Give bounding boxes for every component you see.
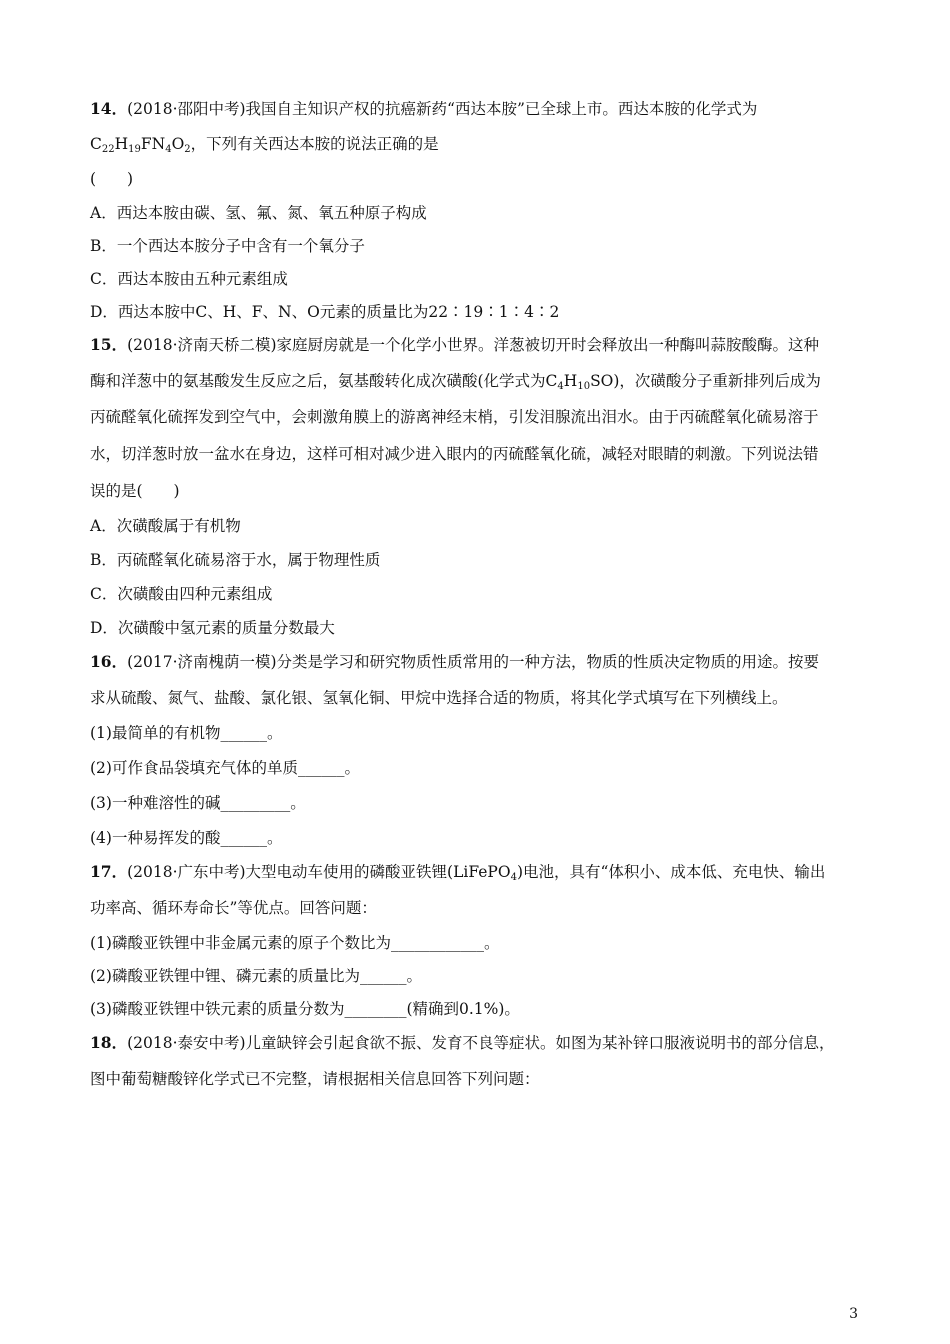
q17-item-1: (1)磷酸亚铁锂中非金属元素的原子个数比为____________。	[90, 934, 500, 952]
q15-line-4: 水，切洋葱时放一盆水在身边，这样可相对减少进入眼内的丙硫醛氧化硫，减轻对眼睛的刺激。下列说法错	[90, 445, 819, 463]
q18-source: (2018·泰安中考)	[127, 1034, 246, 1052]
q15-option-d: D．次磺酸中氢元素的质量分数最大	[90, 619, 335, 637]
q17-line-2: 功率高、循环寿命长”等优点。回答问题：	[90, 899, 377, 917]
q16-number: 16．	[90, 652, 128, 671]
q15-line-1	[90, 334, 819, 356]
q18-line-2: 图中葡萄糖酸锌化学式已不完整，请根据相关信息回答下列问题：	[90, 1070, 540, 1088]
q17-number: 17．	[90, 862, 128, 881]
q16-line-1	[90, 651, 819, 673]
q16-item-1: (1)最简单的有机物______。	[90, 724, 283, 742]
q18-number: 18．	[90, 1033, 128, 1052]
q16-text-1: 分类是学习和研究物质性质常用的一种方法，物质的性质决定物质的用途。按要	[276, 653, 820, 671]
q17-source: (2018·广东中考)	[127, 863, 246, 881]
q18-line-1	[90, 1032, 835, 1054]
q16-source: (2017·济南槐荫一模)	[127, 653, 277, 671]
q14-option-b: B．一个西达本胺分子中含有一个氧分子	[90, 237, 365, 255]
q15-option-c: C．次磺酸由四种元素组成	[90, 585, 273, 603]
q15-text-1: 家庭厨房就是一个化学小世界。洋葱被切开时会释放出一种酶叫蒜胺酸酶。这种	[276, 336, 820, 354]
page-number: 3	[849, 1306, 858, 1322]
q17-item-2: (2)磷酸亚铁锂中锂、磷元素的质量比为______。	[90, 967, 422, 985]
q16-item-4: (4)一种易挥发的酸______。	[90, 829, 283, 847]
q16-item-3: (3)一种难溶性的碱_________。	[90, 794, 306, 812]
q16-item-2: (2)可作食品袋填充气体的单质______。	[90, 759, 360, 777]
q17-item-3: (3)磷酸亚铁锂中铁元素的质量分数为________(精确到0.1%)。	[90, 1000, 520, 1018]
q15-option-a: A．次磺酸属于有机物	[90, 517, 241, 535]
q15-option-b: B．丙硫醛氧化硫易溶于水，属于物理性质	[90, 551, 381, 569]
q14-option-d: D．西达本胺中C、H、F、N、O元素的质量比为22∶19∶1∶4∶2	[90, 303, 560, 321]
q15-line-3: 丙硫醛氧化硫挥发到空气中，会刺激角膜上的游离神经末梢，引发泪腺流出泪水。由于丙硫醛氧化硫易溶于	[90, 408, 819, 426]
q15-source: (2018·济南天桥二模)	[127, 336, 277, 354]
q16-line-2: 求从硫酸、氮气、盐酸、氯化银、氢氧化铜、甲烷中选择合适的物质，将其化学式填写在下列横线上。	[90, 689, 788, 707]
q14-line-1	[90, 98, 757, 120]
q14-answer-paren: ( )	[90, 170, 134, 188]
q14-number: 14．	[90, 99, 128, 118]
q15-number: 15．	[90, 335, 128, 354]
q14-option-a: A．西达本胺由碳、氢、氟、氮、氧五种原子构成	[90, 204, 427, 222]
q14-option-c: C．西达本胺由五种元素组成	[90, 270, 288, 288]
q14-source: (2018·邵阳中考)	[127, 100, 246, 118]
q14-formula: $C_{22}H_{19}FN_4O_2$	[90, 135, 191, 155]
q17-line-1: 17．(2018·广东中考)大型电动车使用的磷酸亚铁锂(LiFePO$_4$)电池，具有“体积小、成本低、充电快、输出	[90, 862, 826, 883]
q15-line-2: 酶和洋葱中的氨基酸发生反应之后，氨基酸转化成次磺酸(化学式为$C_4H_{10}SO$)，次磺酸分子重新排列后成为	[90, 372, 821, 392]
q14-text-2: ，下列有关西达本胺的说法正确的是	[190, 135, 439, 153]
q14-text-1: 我国自主知识产权的抗癌新药“西达本胺”已全球上市。西达本胺的化学式为	[245, 100, 758, 118]
q15-line-5: 误的是( )	[90, 482, 180, 500]
q18-text-1: 儿童缺锌会引起食欲不振、发育不良等症状。如图为某补锌口服液说明书的部分信息，	[245, 1034, 835, 1052]
q14-line-2	[90, 133, 439, 155]
